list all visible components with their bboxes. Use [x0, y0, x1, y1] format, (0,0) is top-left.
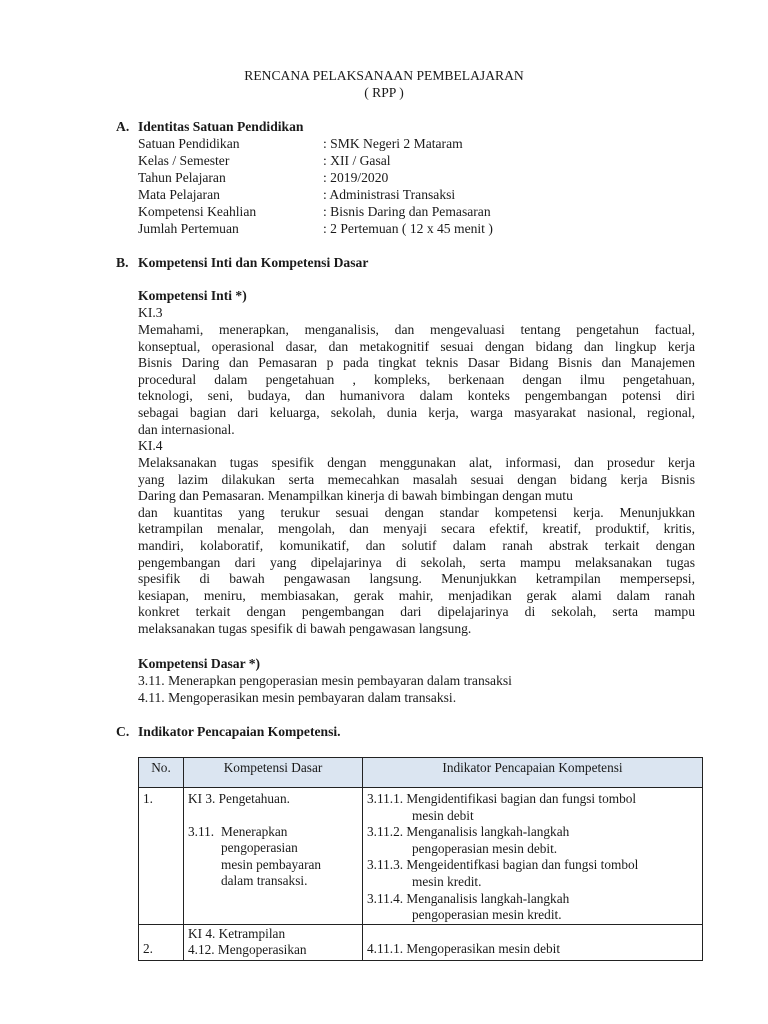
paragraph-line: pengembangan dari yang dipelajarinya di sekolah, serta mampu melaksanakan tugas — [138, 554, 695, 570]
kd-line: mesin pembayaran — [221, 856, 322, 872]
indicator-item — [367, 891, 698, 924]
indicator-text-cont: mesin kredit. — [412, 873, 482, 889]
indicator-text: 4.11.1. Mengoperasikan mesin debit — [367, 941, 561, 957]
identity-value: : Bisnis Daring dan Pemasaran — [323, 204, 491, 219]
kd-title: KI 3. Pengetahuan. — [188, 791, 290, 806]
identity-label: Mata Pelajaran — [138, 187, 220, 202]
indicator-text-cont: pengoperasian mesin kredit. — [412, 907, 562, 923]
indicator-number: 3.11.2. — [367, 824, 404, 840]
paragraph-line: konseptual, operasional dasar, dan metakognitif sesuai dengan bidang dan lingkup kerja — [138, 338, 695, 354]
identity-label: Jumlah Pertemuan — [138, 221, 239, 236]
identity-row — [138, 170, 698, 187]
indicator-text: Mengeidentifkasi bagian dan fungsi tombol — [406, 857, 639, 873]
table-row — [139, 924, 703, 960]
identity-value: : SMK Negeri 2 Mataram — [323, 136, 463, 151]
indicator-item — [367, 857, 698, 890]
paragraph-line: mandiri, kolaboratif, komunikatif, dan solutif dalam ranah abstrak terkait dengan — [138, 537, 695, 553]
paragraph-line: Melaksanakan tugas spesifik dengan menggunakan alat, informasi, dan prosedur kerja — [138, 455, 695, 470]
indicator-text: Mengidentifikasi bagian dan fungsi tombol — [406, 791, 637, 806]
identity-value: : Administrasi Transaksi — [323, 187, 456, 202]
kd-title: KI 4. Ketrampilan — [188, 925, 286, 941]
ki3-label: KI.3 — [138, 305, 163, 320]
header-kompetensi-dasar: Kompetensi Dasar — [184, 758, 363, 788]
identity-row — [138, 204, 698, 221]
table-header-row — [139, 758, 703, 788]
identity-value: : XII / Gasal — [323, 153, 391, 168]
paragraph-line: Daring dan Pemasaran. Menampilkan kinerja di bawah bimbingan dengan mutu — [138, 488, 573, 504]
indicator-number: 3.11.1. — [367, 791, 404, 806]
document-subtitle: ( RPP ) — [364, 85, 404, 100]
paragraph-line: Bisnis Daring dan Pemasaran p pada tingkat teknis Dasar Bidang Bisnis dan Manajemen — [138, 355, 695, 371]
indicator-table — [138, 757, 703, 961]
document-title: RENCANA PELAKSANAAN PEMBELAJARAN — [244, 68, 524, 83]
kd-cell — [184, 788, 363, 925]
indicator-item — [367, 791, 698, 824]
identity-label: Kompetensi Keahlian — [138, 204, 257, 219]
indicator-text: Menganalisis langkah-langkah — [406, 824, 570, 840]
kd-line: dalam transaksi. — [221, 873, 308, 889]
identity-label: Satuan Pendidikan — [138, 136, 240, 151]
paragraph-line: yang lazim dilakukan serta memecahkan masalah sesuai dengan bidang kerja Bisnis — [138, 471, 695, 487]
indicator-text: Menganalisis langkah-langkah — [406, 890, 570, 906]
header-indikator: Indikator Pencapaian Kompetensi — [363, 758, 703, 788]
kd-line: 4.12. Mengoperasikan — [188, 942, 307, 958]
section-c-heading — [116, 724, 341, 741]
kd-item: 3.11. Menerapkan pengoperasian mesin pembayaran dalam transaksi — [138, 673, 512, 688]
indicator-number: 3.11.3. — [367, 857, 404, 873]
header-no: No. — [139, 758, 184, 788]
kd-item: 4.11. Mengoperasikan mesin pembayaran dalam transaksi. — [138, 690, 457, 705]
ki4-label: KI.4 — [138, 438, 163, 453]
paragraph-line: Memahami, menerapkan, menganalisis, dan mengevaluasi tentang pengetahun factual, — [138, 322, 695, 337]
indicator-text-cont: mesin debit — [412, 807, 474, 823]
kd-line: Menerapkan — [221, 823, 288, 839]
paragraph-line: dan kuantitas yang terukur sesuai dengan standar kompetensi kerja. Menunjukkan — [138, 504, 695, 520]
ki3-paragraph — [138, 322, 695, 438]
paragraph-line: dan internasional. — [138, 421, 235, 437]
section-b-letter: B. — [116, 255, 129, 270]
row-number: 2. — [139, 924, 184, 960]
identity-row — [138, 221, 698, 238]
identity-row — [138, 136, 698, 153]
paragraph-line: teknologi, seni, budaya, dan humanivora dalam konteks pengembangan potensi diri — [138, 388, 695, 404]
kd-heading: Kompetensi Dasar *) — [138, 656, 261, 671]
identity-row — [138, 187, 698, 204]
kd-number: 3.11. — [188, 823, 215, 839]
indicator-item — [367, 824, 698, 857]
identity-label: Kelas / Semester — [138, 153, 230, 168]
identity-value: : 2019/2020 — [323, 170, 389, 185]
section-b-title: Kompetensi Inti dan Kompetensi Dasar — [138, 255, 369, 270]
ki-heading: Kompetensi Inti *) — [138, 288, 247, 303]
section-c-title: Indikator Pencapaian Kompetensi. — [138, 724, 341, 739]
kd-entry — [188, 824, 358, 890]
paragraph-line: sebagai bagian dari keluarga, sekolah, dunia kerja, warga masyarakat nasional, regional, — [138, 404, 695, 420]
indicator-number: 3.11.4. — [367, 890, 404, 906]
indicator-text-cont: pengoperasian mesin debit. — [412, 840, 558, 856]
section-b-heading — [116, 255, 368, 272]
section-a-title: Identitas Satuan Pendidikan — [138, 119, 304, 134]
section-a-letter: A. — [116, 119, 130, 134]
indicator-cell — [363, 924, 703, 960]
section-c-letter: C. — [116, 724, 130, 739]
section-a-heading — [116, 119, 303, 136]
paragraph-line: konkret terkait dengan pengembangan dari dipelajarinya di sekolah, serta mampu — [138, 604, 695, 620]
indicator-cell — [363, 788, 703, 925]
paragraph-line: melaksanakan tugas spesifik di bawah pengawasan langsung. — [138, 620, 472, 636]
paragraph-line: procedural dalam pengetahuan , kompleks, berkenaan dengan ilmu pengetahuan, — [138, 371, 695, 387]
paragraph-line: ketrampilan menalar, mengolah, dan menyaji secara efektif, kreatif, produktif, kritis, — [138, 521, 695, 537]
identity-row — [138, 153, 698, 170]
table-row — [139, 788, 703, 925]
paragraph-line: spesifik di bawah pengawasan langsung. Menunjukkan ketrampilan mempersepsi, — [138, 571, 695, 587]
paragraph-line: kesiapan, meniru, membiasakan, gerak mahir, menjadikan gerak alami dalam ranah — [138, 587, 695, 603]
ki4-paragraph — [138, 455, 695, 638]
kd-cell — [184, 924, 363, 960]
row-number: 1. — [139, 788, 184, 925]
kd-line: pengoperasian — [221, 840, 298, 856]
identity-value: : 2 Pertemuan ( 12 x 45 menit ) — [323, 221, 493, 236]
identity-label: Tahun Pelajaran — [138, 170, 226, 185]
